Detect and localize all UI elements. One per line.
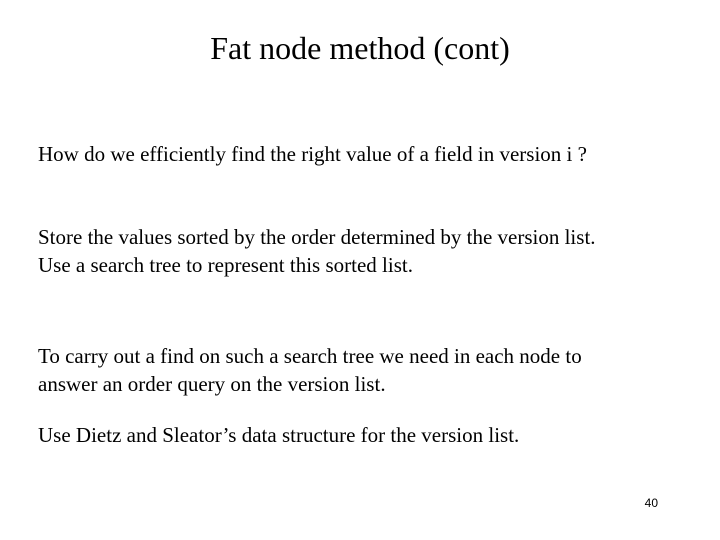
slide-title: Fat node method (cont) — [210, 30, 510, 66]
page-number: 40 — [644, 496, 658, 510]
storage-paragraph — [38, 223, 708, 279]
paragraph-line: Use a search tree to represent this sorted list. — [38, 253, 413, 277]
paragraph-line: answer an order query on the version list. — [38, 372, 386, 396]
find-paragraph — [38, 342, 708, 398]
paragraph-line: Use Dietz and Sleator’s data structure for the version list. — [38, 423, 520, 447]
paragraph-line: To carry out a find on such a search tree we need in each node to — [38, 344, 582, 368]
data-structure-paragraph — [38, 421, 708, 449]
paragraph-line: How do we efficiently find the right value of a field in version i ? — [38, 142, 587, 166]
question-paragraph — [38, 140, 708, 168]
paragraph-line: Store the values sorted by the order determined by the version list. — [38, 225, 596, 249]
